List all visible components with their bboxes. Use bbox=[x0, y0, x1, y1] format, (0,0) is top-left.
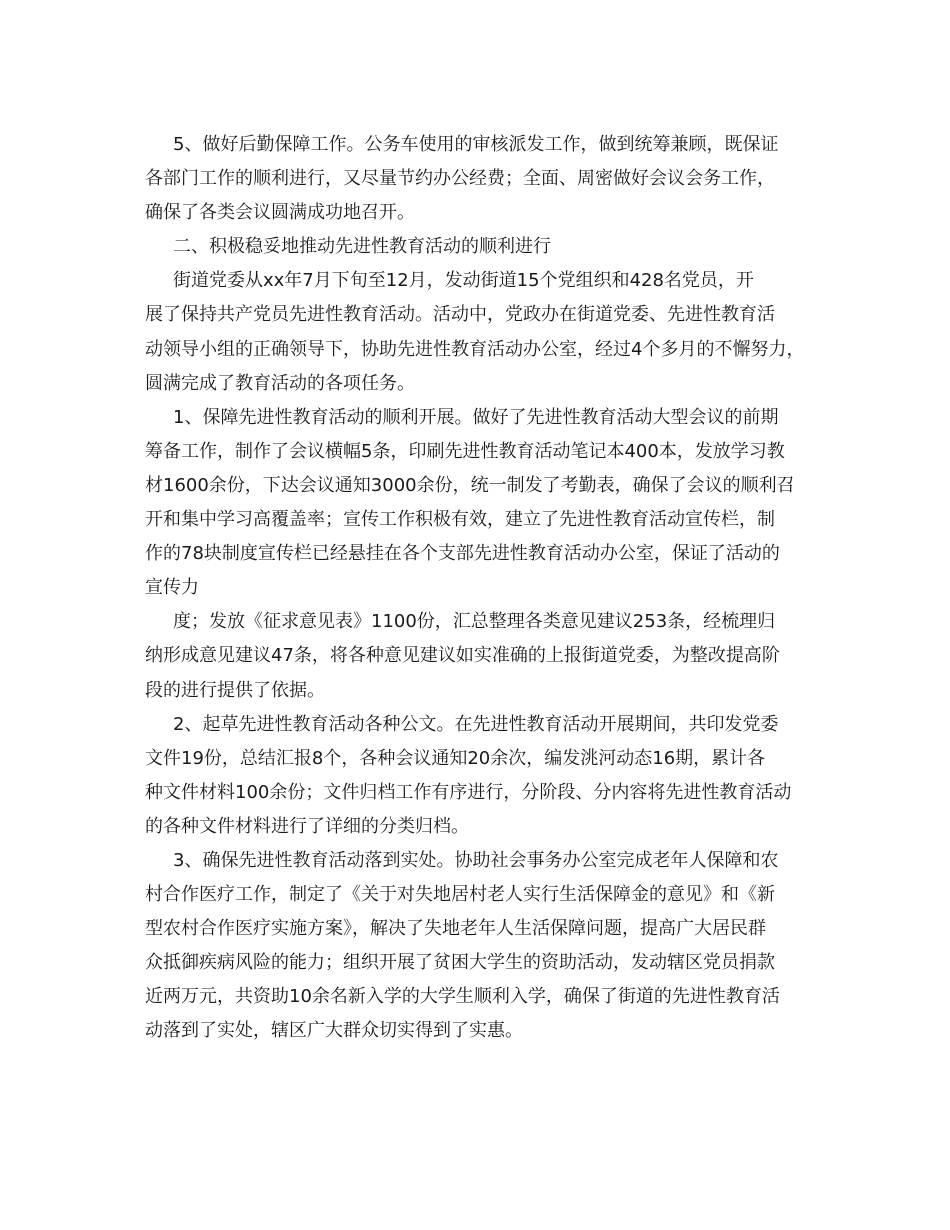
paragraph-line: 材1600余份，下达会议通知3000余份，统一制发了考勤表，确保了会议的顺利召 bbox=[145, 474, 795, 496]
paragraph-first-line: 二、积极稳妥地推动先进性教育活动的顺利进行 bbox=[173, 236, 551, 258]
text-line bbox=[0, 639, 950, 673]
paragraph-line: 众抵御疾病风险的能力；组织开展了贫困大学生的资助活动，发动辖区党员捐款 bbox=[145, 952, 775, 974]
paragraph-line: 近两万元，共资助10余名新入学的大学生顺利入学，确保了街道的先进性教育活 bbox=[145, 986, 780, 1008]
paragraph-line: 纳形成意见建议47条，将各种意见建议如实准确的上报街道党委，为整改提高阶 bbox=[145, 645, 780, 667]
text-line bbox=[0, 912, 950, 946]
text-line bbox=[0, 776, 950, 810]
text-line bbox=[0, 298, 950, 332]
paragraph-line: 各部门工作的顺利进行，又尽量节约办公经费；全面、周密做好会议会务工作， bbox=[145, 168, 775, 190]
text-line bbox=[0, 469, 950, 503]
paragraph-first-line: 1、保障先进性教育活动的顺利开展。做好了先进性教育活动大型会议的前期 bbox=[173, 406, 779, 428]
text-line bbox=[0, 708, 950, 742]
document-body bbox=[0, 128, 950, 1049]
text-line bbox=[0, 742, 950, 776]
paragraph-line: 圆满完成了教育活动的各项任务。 bbox=[145, 372, 415, 394]
paragraph-line: 开和集中学习高覆盖率；宣传工作积极有效，建立了先进性教育活动宣传栏，制 bbox=[145, 509, 775, 531]
paragraph-first-line: 3、确保先进性教育活动落到实处。协助社会事务办公室完成老年人保障和农 bbox=[173, 849, 779, 871]
text-line bbox=[0, 810, 950, 844]
text-line bbox=[0, 537, 950, 571]
paragraph-first-line: 5、做好后勤保障工作。公务车使用的审核派发工作，做到统筹兼顾，既保证 bbox=[173, 134, 779, 155]
text-line bbox=[0, 878, 950, 912]
paragraph-line: 宣传力 bbox=[145, 577, 199, 599]
text-line bbox=[0, 674, 950, 708]
text-line bbox=[0, 230, 950, 264]
text-line bbox=[0, 503, 950, 537]
text-line bbox=[0, 128, 950, 162]
paragraph-line: 的各种文件材料进行了详细的分类归档。 bbox=[145, 815, 469, 837]
text-line bbox=[0, 844, 950, 878]
paragraph-line: 筹备工作，制作了会议横幅5条，印刷先进性教育活动笔记本400本，发放学习教 bbox=[145, 440, 785, 462]
text-line bbox=[0, 333, 950, 367]
paragraph-line: 动领导小组的正确领导下，协助先进性教育活动办公室，经过4个多月的不懈努力， bbox=[145, 338, 805, 360]
text-line bbox=[0, 264, 950, 298]
text-line bbox=[0, 946, 950, 980]
text-line bbox=[0, 435, 950, 469]
paragraph-line: 文件19份，总结汇报8个，各种会议通知20余次，编发洮河动态16期，累计各 bbox=[145, 747, 766, 769]
paragraph-line: 种文件材料100余份；文件归档工作有序进行，分阶段、分内容将先进性教育活动 bbox=[145, 781, 792, 803]
text-line bbox=[0, 571, 950, 605]
paragraph-line: 展了保持共产党员先进性教育活动。活动中，党政办在街道党委、先进性教育活 bbox=[145, 304, 775, 326]
text-line bbox=[0, 401, 950, 435]
text-line bbox=[0, 367, 950, 401]
paragraph-line: 作的78块制度宣传栏已经悬挂在各个支部先进性教育活动办公室，保证了活动的 bbox=[145, 543, 780, 565]
paragraph-line: 确保了各类会议圆满成功地召开。 bbox=[145, 202, 415, 224]
paragraph-line: 型农村合作医疗实施方案》，解决了失地老年人生活保障问题，提高广大居民群 bbox=[145, 918, 766, 940]
paragraph-first-line: 度；发放《征求意见表》1100份，汇总整理各类意见建议253条，经梳理归 bbox=[173, 611, 776, 633]
text-line bbox=[0, 196, 950, 230]
paragraph-line: 段的进行提供了依据。 bbox=[145, 679, 325, 701]
paragraph-first-line: 街道党委从xx年7月下旬至12月，发动街道15个党组织和428名党员，开 bbox=[173, 270, 754, 292]
paragraph-first-line: 2、起草先进性教育活动各种公文。在先进性教育活动开展期间，共印发党委 bbox=[173, 713, 779, 735]
paragraph-line: 动落到了实处，辖区广大群众切实得到了实惠。 bbox=[145, 1020, 523, 1042]
text-line bbox=[0, 605, 950, 639]
text-line bbox=[0, 162, 950, 196]
text-line bbox=[0, 980, 950, 1014]
text-line bbox=[0, 1014, 950, 1048]
paragraph-line: 村合作医疗工作，制定了《关于对失地居村老人实行生活保障金的意见》和《新 bbox=[145, 884, 775, 906]
